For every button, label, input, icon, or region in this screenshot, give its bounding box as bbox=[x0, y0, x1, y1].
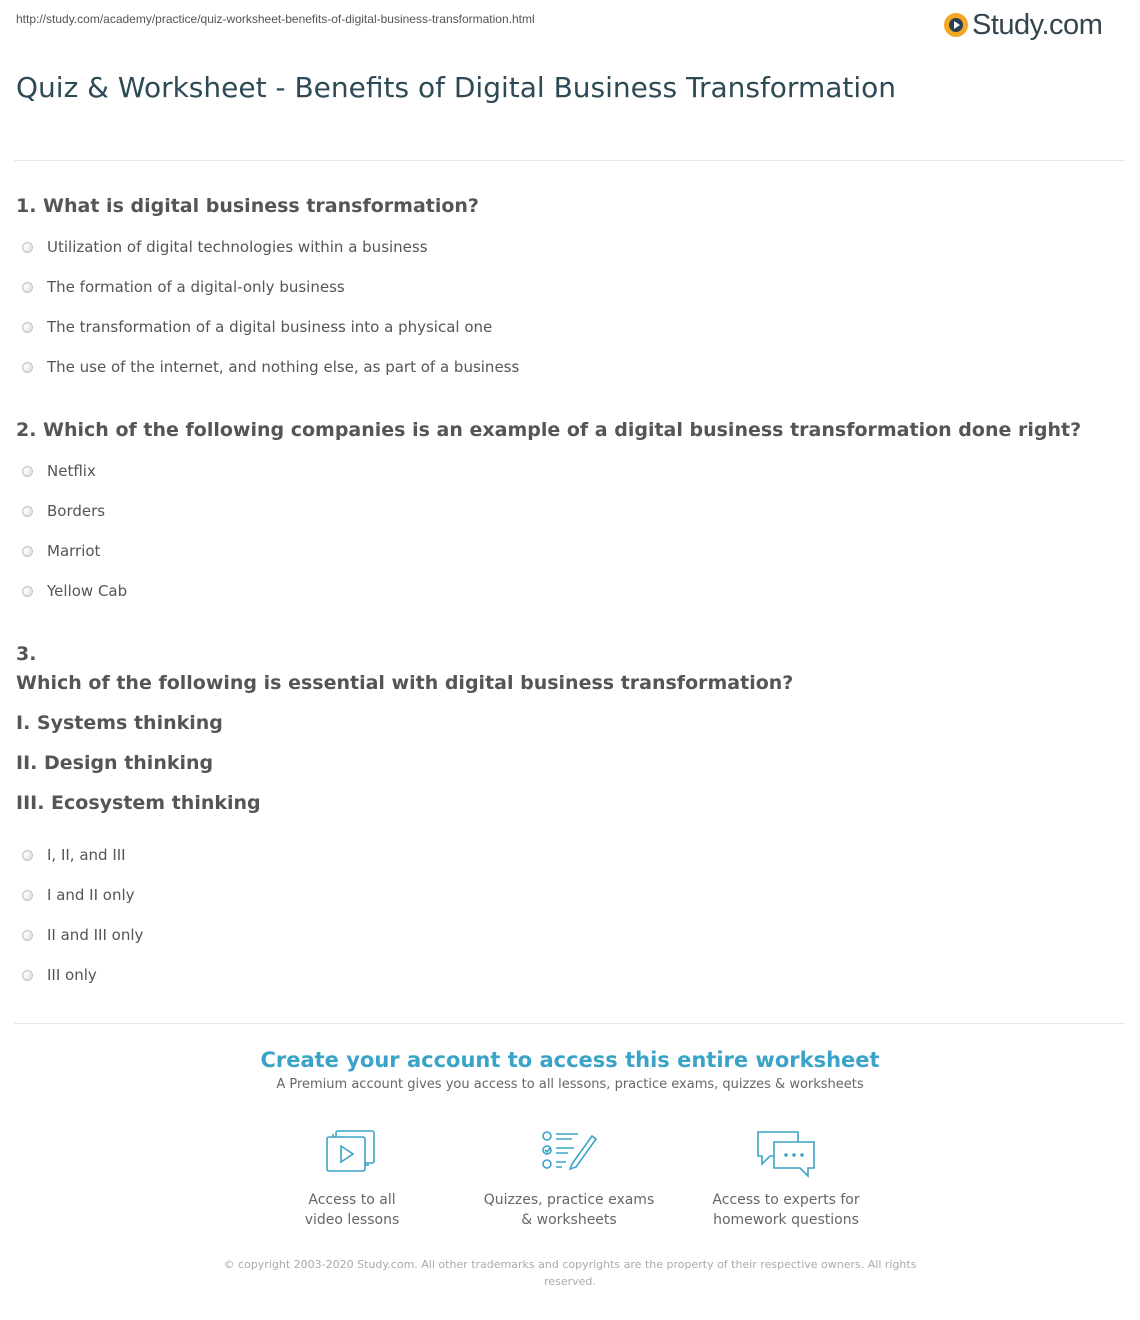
question-2-option-2[interactable] bbox=[22, 501, 105, 521]
option-label: Borders bbox=[47, 502, 106, 520]
content-divider bbox=[14, 1023, 1125, 1024]
option-label: The transformation of a digital business into a physical one bbox=[47, 318, 493, 336]
feature-video-lessons bbox=[252, 1128, 452, 1230]
question-3-heading bbox=[16, 641, 793, 830]
option-label: III only bbox=[47, 966, 97, 984]
question-1-option-2[interactable] bbox=[22, 277, 345, 297]
copyright-footer: © copyright 2003-2020 Study.com. All other trademarks and copyrights are the property of their respective owners. All rights reserved. bbox=[223, 1258, 917, 1288]
question-3-option-3[interactable] bbox=[22, 925, 143, 945]
question-3-option-1[interactable] bbox=[22, 845, 126, 865]
option-label: I and II only bbox=[47, 886, 135, 904]
option-label: The use of the internet, and nothing else, as part of a business bbox=[47, 358, 520, 376]
question-2-option-4[interactable] bbox=[22, 581, 127, 601]
radio-button[interactable] bbox=[22, 850, 33, 861]
play-logo-icon bbox=[944, 13, 968, 37]
cta-subtitle: A Premium account gives you access to all lessons, practice exams, quizzes & worksheets bbox=[276, 1077, 864, 1092]
signup-cta bbox=[0, 1045, 1140, 1092]
feature-line-1: Access to all bbox=[308, 1192, 396, 1208]
radio-button[interactable] bbox=[22, 506, 33, 517]
option-label: Yellow Cab bbox=[47, 582, 128, 600]
question-2-heading: 2. Which of the following companies is an example of a digital business transformation done right? bbox=[16, 419, 1082, 441]
radio-button[interactable] bbox=[22, 546, 33, 557]
feature-experts bbox=[686, 1128, 886, 1230]
feature-quizzes bbox=[469, 1128, 669, 1230]
question-3-statement-1: I. Systems thinking bbox=[16, 712, 223, 734]
radio-button[interactable] bbox=[22, 282, 33, 293]
page-url: http://study.com/academy/practice/quiz-worksheet-benefits-of-digital-business-transformation.html bbox=[16, 12, 535, 26]
quiz-checklist-icon bbox=[540, 1128, 598, 1174]
study-logo[interactable] bbox=[944, 7, 1102, 43]
option-label: The formation of a digital-only business bbox=[47, 278, 345, 296]
question-1-option-3[interactable] bbox=[22, 317, 492, 337]
radio-button[interactable] bbox=[22, 890, 33, 901]
question-3-statement-3: III. Ecosystem thinking bbox=[16, 792, 261, 814]
option-label: Utilization of digital technologies within a business bbox=[47, 238, 428, 256]
option-label: Netflix bbox=[47, 462, 96, 480]
feature-line-2: video lessons bbox=[304, 1212, 400, 1228]
option-label: I, II, and III bbox=[47, 846, 126, 864]
question-1-option-4[interactable] bbox=[22, 357, 519, 377]
option-label: II and III only bbox=[47, 926, 144, 944]
video-lesson-icon bbox=[325, 1128, 379, 1174]
feature-line-2: homework questions bbox=[713, 1212, 859, 1228]
radio-button[interactable] bbox=[22, 586, 33, 597]
question-3-option-4[interactable] bbox=[22, 965, 97, 985]
radio-button[interactable] bbox=[22, 930, 33, 941]
create-account-link[interactable]: Create your account to access this entire worksheet bbox=[260, 1048, 880, 1072]
logo-text: Study.com bbox=[972, 8, 1103, 41]
question-3-statement-2: II. Design thinking bbox=[16, 752, 214, 774]
question-2-option-3[interactable] bbox=[22, 541, 100, 561]
question-3-prompt: Which of the following is essential with digital business transformation? bbox=[16, 672, 794, 694]
radio-button[interactable] bbox=[22, 242, 33, 253]
feature-line-2: & worksheets bbox=[521, 1212, 617, 1228]
radio-button[interactable] bbox=[22, 466, 33, 477]
radio-button[interactable] bbox=[22, 362, 33, 373]
feature-line-1: Quizzes, practice exams bbox=[483, 1192, 655, 1208]
radio-button[interactable] bbox=[22, 970, 33, 981]
question-1-option-1[interactable] bbox=[22, 237, 428, 257]
header-divider bbox=[14, 160, 1125, 161]
question-1-heading: 1. What is digital business transformation? bbox=[16, 195, 479, 217]
question-3-option-2[interactable] bbox=[22, 885, 135, 905]
question-2-option-1[interactable] bbox=[22, 461, 96, 481]
question-3-number: 3. bbox=[16, 643, 37, 665]
chat-bubbles-icon bbox=[754, 1128, 818, 1178]
page-title: Quiz & Worksheet - Benefits of Digital Business Transformation bbox=[16, 71, 897, 104]
feature-line-1: Access to experts for bbox=[712, 1192, 860, 1208]
option-label: Marriot bbox=[47, 542, 101, 560]
radio-button[interactable] bbox=[22, 322, 33, 333]
